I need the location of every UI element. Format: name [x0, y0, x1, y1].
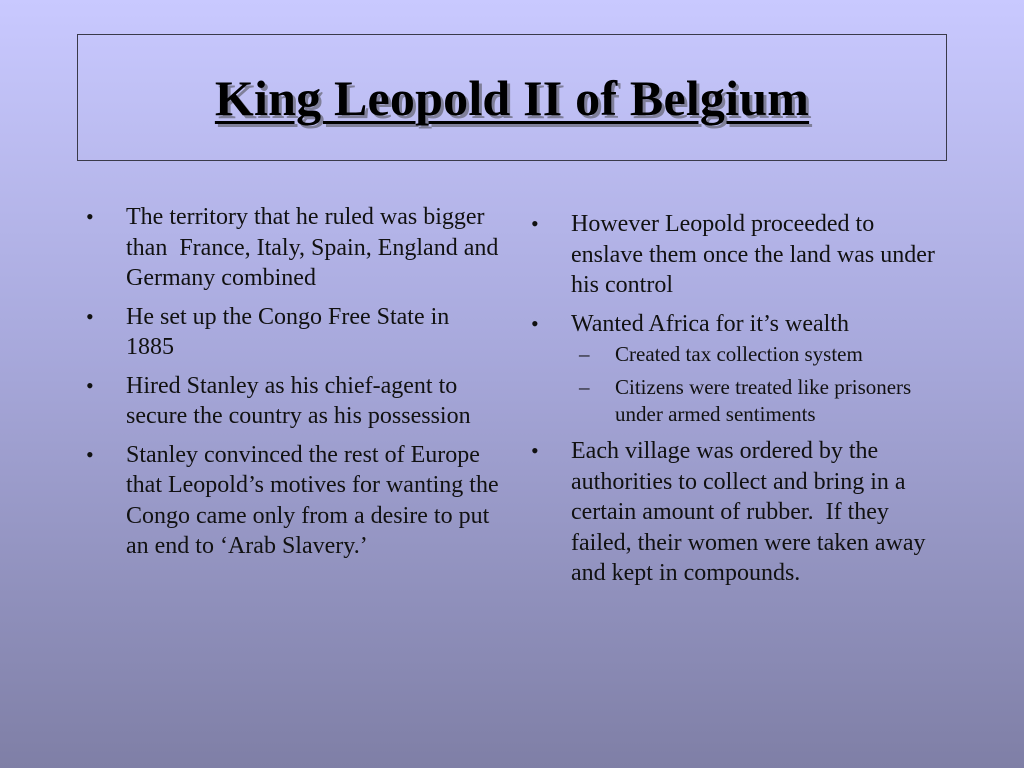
left-bullet-item — [82, 371, 502, 432]
bullet-text: Wanted Africa for it’s wealth — [571, 310, 849, 337]
bullet-text: Each village was ordered by the authorities to collect and bring in a certain amount of rubber. If they failed, their women were taken away and kept in compounds. — [571, 438, 932, 586]
left-bullet-item — [82, 202, 505, 294]
sub-bullet-text: Citizens were treated like prisoners under armed sentiments — [615, 375, 917, 426]
sub-bullet-item — [571, 341, 947, 368]
bullet-icon: • — [86, 441, 94, 467]
left-bullet-item — [82, 302, 502, 363]
sub-bullet-item — [571, 374, 947, 428]
left-column — [82, 202, 505, 570]
left-bullet-item — [82, 440, 505, 562]
bullet-icon: • — [86, 372, 94, 398]
bullet-text: The territory that he ruled was bigger than France, Italy, Spain, England and Germany combined — [126, 204, 505, 291]
bullet-text: Stanley convinced the rest of Europe that Leopold’s motives for wanting the Congo came only from a desire to put an end to ‘Arab Slavery.’ — [126, 441, 505, 559]
right-bullet-item — [527, 209, 947, 301]
bullet-text: However Leopold proceeded to enslave them once the land was under his control — [571, 211, 941, 298]
right-bullet-item — [527, 309, 947, 429]
sub-bullet-list — [571, 341, 947, 428]
bullet-text: Hired Stanley as his chief-agent to secure the country as his possession — [126, 372, 471, 429]
bullet-icon: • — [86, 303, 94, 329]
sub-bullet-text: Created tax collection system — [615, 342, 863, 366]
title-box — [77, 34, 947, 161]
bullet-icon: • — [86, 204, 94, 229]
bullet-icon: • — [531, 310, 539, 336]
dash-icon: – — [579, 342, 590, 366]
slide-title: King Leopold II of Belgium — [214, 69, 810, 126]
right-bullet-item — [527, 436, 947, 589]
right-bullet-list — [527, 209, 947, 589]
bullet-icon: • — [531, 438, 539, 463]
bullet-text: He set up the Congo Free State in 1885 — [126, 303, 456, 360]
dash-icon: – — [579, 375, 590, 399]
left-bullet-list — [82, 202, 505, 562]
bullet-icon: • — [531, 211, 539, 236]
right-column — [527, 209, 947, 597]
